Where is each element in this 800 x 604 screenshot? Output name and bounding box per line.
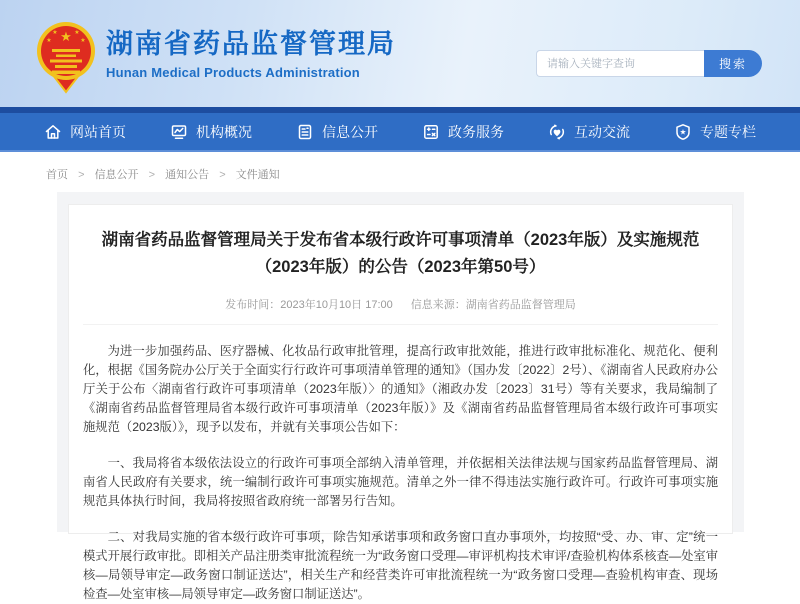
breadcrumb-item-file-notice[interactable]: 文件通知	[235, 169, 280, 181]
topics-badge-icon	[674, 123, 692, 141]
site-title-en: Hunan Medical Products Administration	[106, 64, 360, 80]
nav-item-organization[interactable]	[170, 122, 252, 142]
nav-item-services[interactable]	[422, 122, 504, 142]
site-title-zh: 湖南省药品监督管理局	[106, 29, 396, 59]
org-chart-icon	[170, 123, 188, 141]
breadcrumb-item-home[interactable]: 首页	[46, 169, 68, 181]
site-header	[0, 0, 800, 107]
search-button[interactable]: 搜索	[704, 50, 762, 77]
article-paragraph: 为进一步加强药品、医疗器械、化妆品行政审批管理，提高行政审批效能，推进行政审批标准化、规范化、便利化，根据《国务院办公厅关于全面实行行政许可事项清单管理的通知》（国办发〔2022〕2号）、《湖南省人民政府办公厅关于公布〈湖南省行政许可事项清单（2023年版）〉的通知》（湘政办发〔2023〕31号）等有关要求，我局编制了《湖南省药品监督管理局省本级行政许可事项清单（2023年版）》及《湖南省药品监督管理局省本级行政许可事项实施规范（2023版）》，现予以发布，并就有关事项公告如下：	[83, 344, 718, 435]
breadcrumb-separator: >	[148, 169, 156, 181]
svg-text:★: ★	[74, 30, 80, 36]
content-card	[68, 204, 733, 602]
source-value: 湖南省药品监督管理局	[465, 299, 576, 312]
svg-text:★: ★	[80, 38, 86, 44]
source-label: 信息来源：	[410, 299, 466, 312]
breadcrumb-item-information[interactable]: 信息公开	[94, 169, 139, 181]
home-icon	[44, 123, 62, 141]
nav-item-label: 政务服务	[448, 123, 504, 140]
article-title: 湖南省药品监督管理局关于发布省本级行政许可事项清单（2023年版）及实施规范（2023年版）的公告（2023年第50号）	[101, 231, 700, 277]
article	[69, 205, 732, 604]
nav-item-information[interactable]	[296, 122, 378, 142]
svg-text:★: ★	[46, 38, 52, 44]
article-paragraph: 二、对我局实施的省本级行政许可事项，除告知承诺事项和政务窗口直办事项外，均按照“受、办、审、定”统一模式开展行政审批。即相关产品注册类审批流程统一为“政务窗口受理—审评机构技术审评/查验机构体系核查—处室审核—局领导审定—政务窗口制证送达”，相关生产和经营类许可审批流程统一为“政务窗口受理—查验机构审查、现场检查—处室审核—局领导审定—政务窗口制证送达”。	[83, 530, 718, 602]
content-card-outer	[57, 192, 744, 602]
main-navigation	[0, 113, 800, 152]
interaction-heart-icon	[548, 123, 566, 141]
services-grid-icon	[422, 123, 440, 141]
nav-item-label: 互动交流	[574, 123, 630, 140]
publish-time-label: 发布时间：	[225, 299, 281, 312]
svg-text:★: ★	[60, 29, 72, 44]
nav-item-topics[interactable]	[674, 122, 756, 142]
publish-time-value: 2023年10月10日 17:00	[280, 299, 393, 312]
info-document-icon	[296, 123, 314, 141]
article-meta	[83, 296, 718, 325]
breadcrumb-item-notices[interactable]: 通知公告	[165, 169, 210, 181]
nav-item-label: 机构概况	[196, 123, 252, 140]
article-paragraph: 一、我局将省本级依法设立的行政许可事项全部纳入清单管理，并依据相关法律法规与国家药品监督管理局、湖南省人民政府有关要求，统一编制行政许可事项实施规范。清单之外一律不得违法实施行政许可。行政许可事项实施规范具体执行时间，我局将按照省政府统一部署另行告知。	[83, 456, 718, 509]
svg-text:★: ★	[52, 30, 58, 36]
site-title-block	[106, 30, 396, 80]
nav-item-label: 信息公开	[322, 123, 378, 140]
nav-item-interaction[interactable]	[548, 122, 630, 142]
svg-text:★: ★	[679, 127, 687, 136]
breadcrumb-separator: >	[219, 169, 226, 181]
search-input[interactable]	[536, 50, 704, 77]
article-body	[83, 342, 718, 604]
national-emblem-logo	[34, 20, 98, 94]
nav-item-home[interactable]	[44, 122, 126, 142]
breadcrumb-separator: >	[78, 169, 85, 181]
nav-item-label: 网站首页	[70, 123, 126, 140]
site-search	[536, 50, 762, 77]
breadcrumb	[46, 166, 280, 182]
nav-item-label: 专题专栏	[700, 123, 756, 140]
